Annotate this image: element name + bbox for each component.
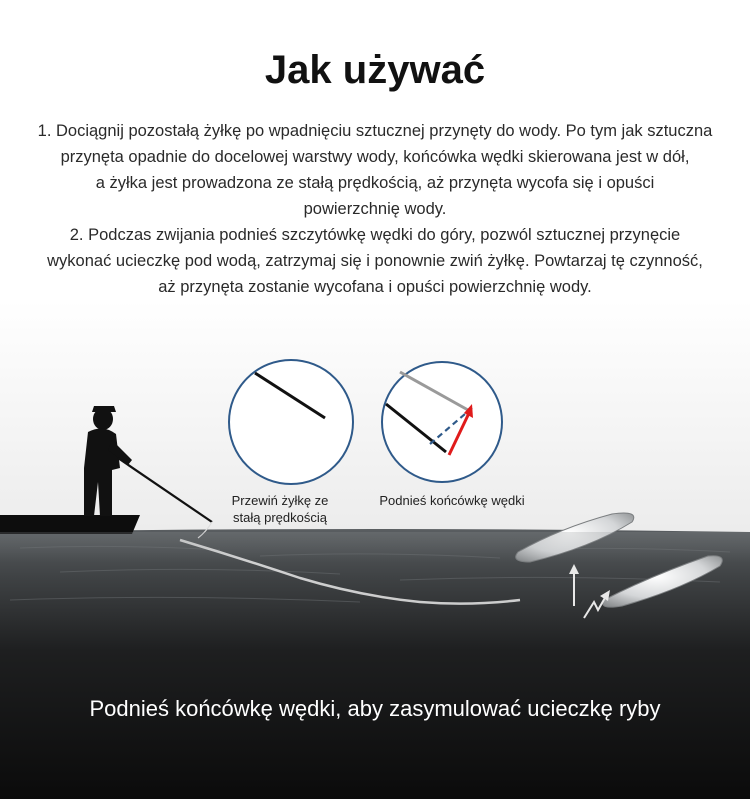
water-surface — [0, 529, 750, 799]
fishing-scene-illustration — [0, 300, 750, 799]
usage-instructions — [20, 118, 730, 300]
caption-line: stałą prędkością — [233, 510, 327, 525]
surface-reflection — [0, 532, 750, 562]
step-1-line: powierzchnię wody. — [303, 200, 447, 218]
caption-line: Przewiń żyłkę ze — [231, 493, 329, 508]
step-1-line: a żyłka jest prowadzona ze stałą prędkością, aż przynęta wycofa się i opuści — [95, 174, 655, 192]
caption-lift-rod-tip — [362, 492, 542, 509]
step-2-line: wykonać ucieczkę pod wodą, zatrzymaj się i ponownie zwiń żyłkę. Powtarzaj tę czynność, — [47, 252, 703, 270]
step-1-line: 1. Dociągnij pozostałą żyłkę po wpadnięciu sztucznej przynęty do wody. Po tym jak sztuczna — [37, 122, 713, 140]
rod-tip-down-detail-circle — [229, 360, 353, 484]
step-1-line: przynęta opadnie do docelowej warstwy wody, końcówka wędki skierowana jest w dół, — [60, 148, 690, 166]
boat — [0, 515, 140, 534]
page-title: Jak używać — [264, 48, 486, 92]
step-2-line: 2. Podczas zwijania podnieś szczytówkę wędki do góry, pozwól sztucznej przynęcie — [69, 226, 681, 244]
rod-tip-up-detail-circle — [382, 362, 502, 482]
caption-reel-constant-speed — [212, 492, 348, 526]
caption-line: Podnieś końcówkę wędki — [379, 493, 525, 508]
bottom-banner-text: Podnieś końcówkę wędki, aby zasymulować ucieczkę ryby — [89, 696, 661, 721]
step-2-line: aż przynęta zostanie wycofana i opuści powierzchnię wody. — [158, 278, 592, 296]
